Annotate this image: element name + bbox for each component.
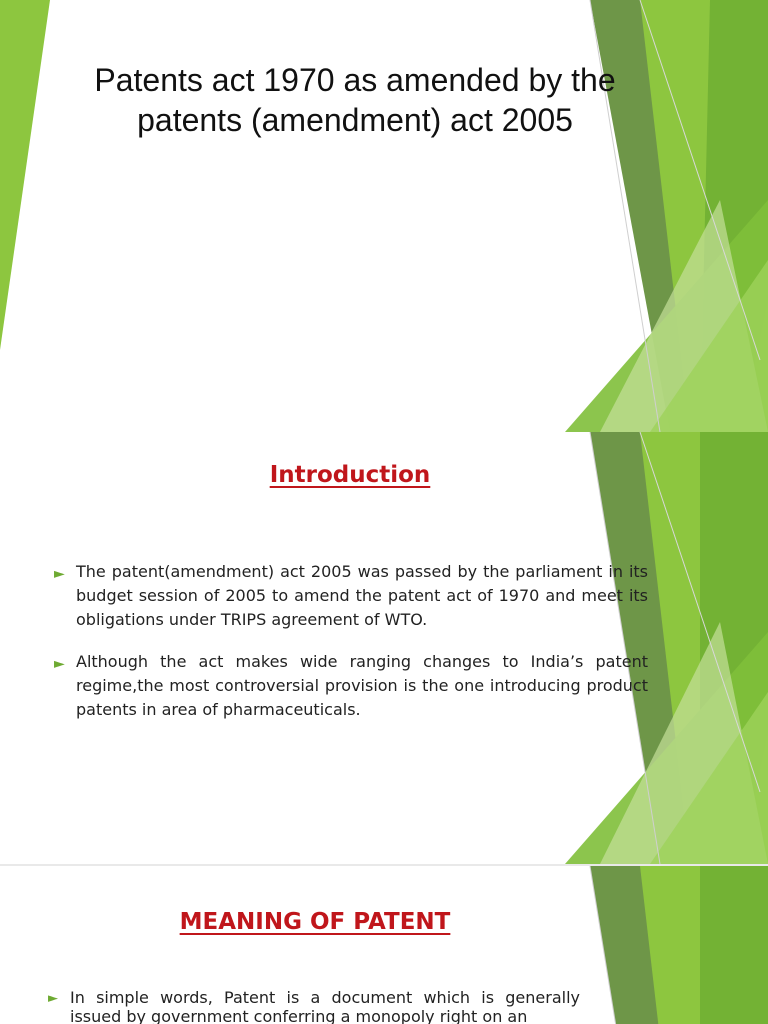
bullet-text: The patent(amendment) act 2005 was passed by the parliament in its budget session of 2005 to amend the patent act of 1970 and meet its obligations under TRIPS agreement of WTO. <box>76 562 648 629</box>
slide-heading: Introduction <box>269 462 431 488</box>
slide-heading: MEANING OF PATENT <box>179 909 451 935</box>
bullet-list <box>48 988 580 1024</box>
triangle-bullet-icon: ► <box>54 656 65 672</box>
slide-title: Patents act 1970 as amended by the patents (amendment) act 2005 <box>94 62 616 138</box>
bullet-list <box>54 560 648 740</box>
slide-2 <box>0 432 768 864</box>
triangle-bullet-icon: ► <box>54 566 65 582</box>
bullet-item <box>54 650 648 722</box>
slide-3 <box>0 866 768 1024</box>
bullet-text: Although the act makes wide ranging changes to India’s patent regime,the most controversial provision is the one introducing product patents in area of pharmaceuticals. <box>76 652 648 719</box>
bullet-item <box>54 560 648 632</box>
bullet-text: In simple words, Patent is a document which is generally issued by government conferring a monopoly right on an <box>70 988 580 1024</box>
bullet-item <box>48 988 580 1024</box>
slide-1 <box>0 0 768 432</box>
triangle-bullet-icon: ► <box>48 991 58 1006</box>
